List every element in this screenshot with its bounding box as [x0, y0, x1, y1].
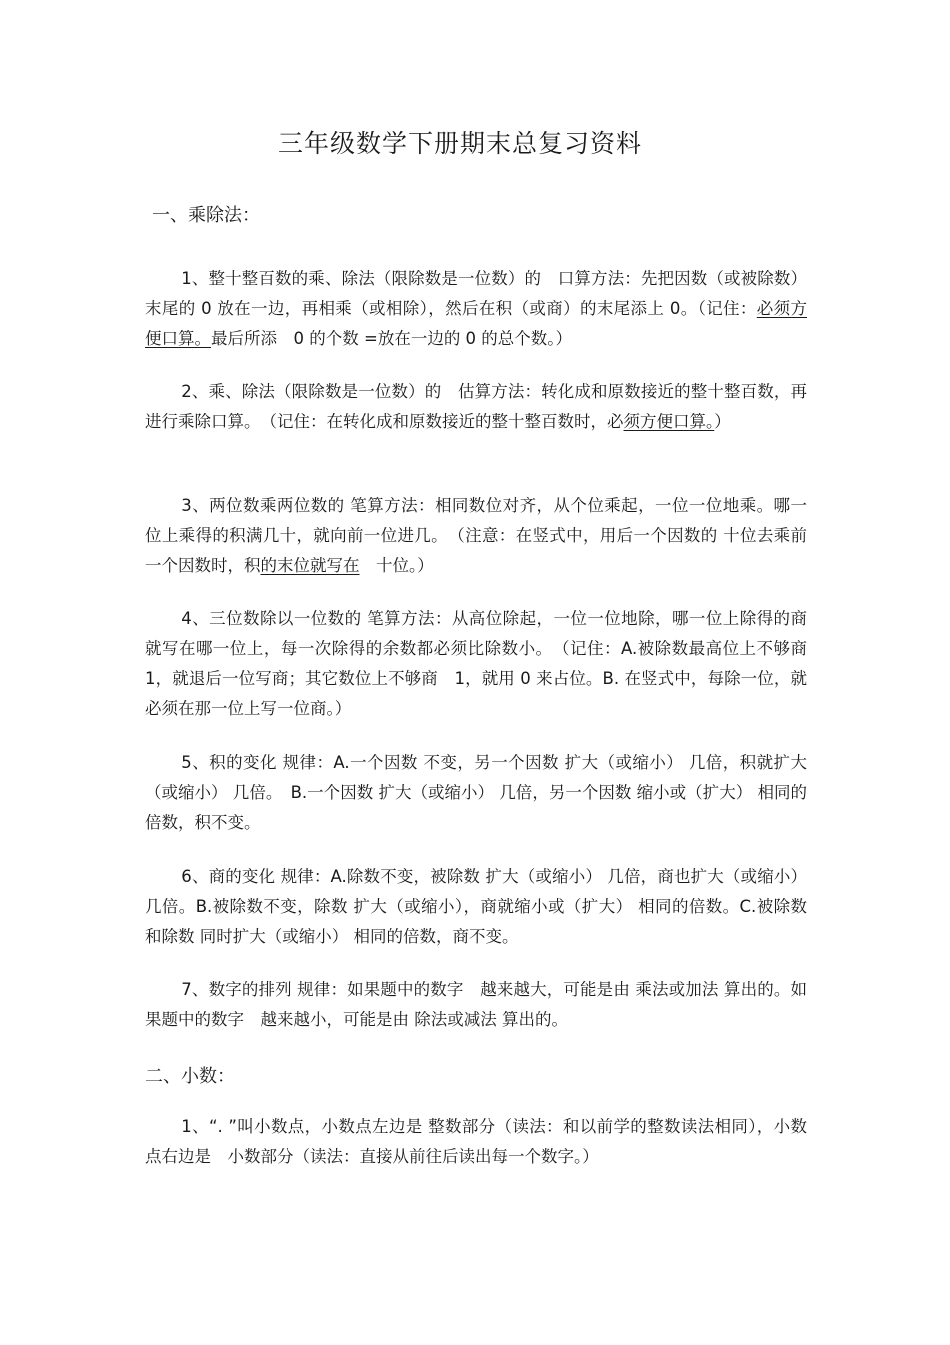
- paragraph-1-7: 7、数字的排列 规律：如果题中的数字 越来越大，可能是由 乘法或加法 算出的。如果题中的数字 越来越小，可能是由 除法或减法 算出的。: [145, 980, 807, 1029]
- underlined-text: 的末位就写在: [260, 556, 360, 575]
- paragraph-text: 3、两位数乘两位数的 笔算方法：相同数位对齐，从个位乘起，一位一位地乘。哪一位上乘得的积满几十，就向前一位进几。 （注意：在竖式中，用后一个因数的 十位去乘前一个因数时，积: [145, 496, 807, 575]
- section-heading-multiplication-division: 一、乘除法：: [152, 205, 260, 226]
- paragraph-1-4: 4、三位数除以一位数的 笔算方法：从高位除起，一位一位地除，哪一位上除得的商就写在哪一位上，每一次除得的余数都必须比除数小。 （记住：A.被除数最高位上不够商 1，就退后一位写商；其它数位上不够商 1，就用 0 来占位。B. 在竖式中，每除一位，就必须在那一位上写一位商。）: [145, 609, 824, 718]
- paragraph-2-1: 1、“. ”叫小数点，小数点左边是 整数部分（读法：和以前学的整数读法相同），小数点右边是 小数部分（读法：直接从前往后读出每一个数字。）: [145, 1117, 807, 1166]
- paragraph-1-3: [145, 491, 807, 581]
- paragraph-1-5: 5、积的变化 规律：A.一个因数 不变，另一个因数 扩大（或缩小） 几倍，积就扩大（或缩小） 几倍。 B.一个因数 扩大（或缩小） 几倍，另一个因数 缩小或（扩大） 相同的倍数，积不变。: [145, 753, 807, 832]
- paragraph-text: 1、整十整百数的乘、除法（限除数是一位数）的 口算方法：先把因数（或被除数）末尾的 0 放在一边，再相乘（或相除），然后在积（或商）的末尾添上 0。（记住：: [145, 269, 807, 318]
- paragraph-1-2: [145, 377, 807, 437]
- underlined-text: 必须方便口算。: [145, 299, 808, 348]
- section-heading-decimals: 二、小数：: [145, 1066, 235, 1087]
- underlined-text: 须方便口算。: [623, 412, 715, 431]
- paragraph-text: 十位。）: [359, 556, 434, 575]
- paragraph-text: ）: [714, 412, 731, 431]
- document-title: 三年级数学下册期末总复习资料: [277, 129, 642, 158]
- paragraph-text: 最后所添 0 的个数 =放在一边的 0 的总个数。）: [211, 329, 573, 348]
- paragraph-1-1: [145, 264, 807, 354]
- paragraph-1-6: 6、商的变化 规律：A.除数不变，被除数 扩大（或缩小） 几倍，商也扩大（或缩小）几倍。B.被除数不变，除数 扩大（或缩小），商就缩小或（扩大） 相同的倍数。C.被除数和除数 同时扩大（或缩小） 相同的倍数，商不变。: [145, 867, 807, 946]
- paragraph-text: 2、乘、除法（限除数是一位数）的 估算方法：转化成和原数接近的整十整百数，再进行乘除口算。 （记住：在转化成和原数接近的整十整百数时，必: [145, 382, 807, 431]
